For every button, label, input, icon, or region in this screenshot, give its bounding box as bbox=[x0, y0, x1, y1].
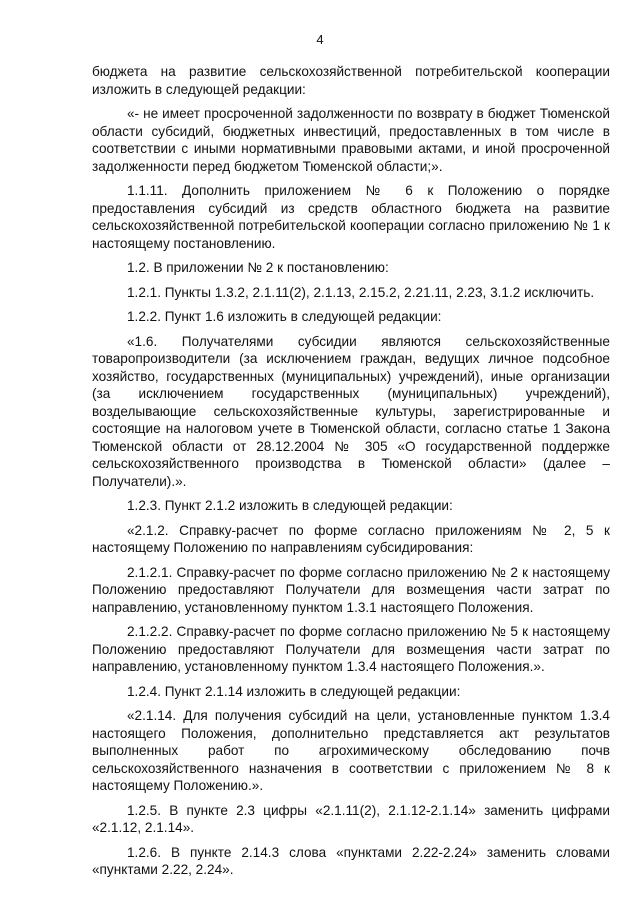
paragraph: 1.2.1. Пункты 1.3.2, 2.1.11(2), 2.1.13, 2.15.2, 2.21.11, 2.23, 3.1.2 исключить. bbox=[127, 284, 595, 300]
paragraph: 1.2.4. Пункт 2.1.14 изложить в следующей редакции: bbox=[127, 683, 461, 699]
paragraph: «2.1.14. Для получения субсидий на цели, установленные пунктом 1.3.4 настоящего Положения, дополнительно представляется акт результатов выполненных работ по агрохимическому обследованию почв сельскохозяйственного назначения в соответствии с приложением № 8 к настоящему Положению.». bbox=[92, 708, 610, 793]
paragraph: 1.2.6. В пункте 2.14.3 слова «пунктами 2.22-2.24» заменить словами «пунктами 2.22, 2.24». bbox=[92, 844, 610, 877]
paragraph: 2.1.2.1. Справку-расчет по форме согласно приложению № 2 к настоящему Положению предоставляют Получатели для возмещения части затрат по направлению, установленному пунктом 1.3.1 настоящего Положения. bbox=[92, 564, 610, 615]
paragraph: «- не имеет просроченной задолженности по возврату в бюджет Тюменской области субсидий, бюджетных инвестиций, предоставленных в том числе в соответствии с иными нормативными правовыми актами, и иной просроченной задолженности перед бюджетом Тюменской области;». bbox=[92, 106, 610, 174]
paragraph: «2.1.2. Справку-расчет по форме согласно приложениям № 2, 5 к настоящему Положению по направлениям субсидирования: bbox=[92, 522, 610, 555]
paragraph: бюджета на развитие сельскохозяйственной потребительской кооперации изложить в следующей редакции: bbox=[92, 64, 610, 97]
paragraph: 2.1.2.2. Справку-расчет по форме согласно приложению № 5 к настоящему Положению предоставляют Получатели для возмещения части затрат по направлению, установленному пунктом 1.3.4 настоящего Положения.». bbox=[92, 624, 610, 674]
paragraph: 1.2.2. Пункт 1.6 изложить в следующей редакции: bbox=[127, 309, 442, 324]
document-body bbox=[92, 63, 610, 886]
page-number: 4 bbox=[316, 32, 324, 47]
paragraph: 1.2.5. В пункте 2.3 цифры «2.1.11(2), 2.1.12-2.1.14» заменить цифрами «2.1.12, 2.1.14». bbox=[92, 802, 610, 835]
paragraph: 1.2.3. Пункт 2.1.2 изложить в следующей редакции: bbox=[127, 498, 453, 513]
paragraph: «1.6. Получателями субсидии являются сельскохозяйственные товаропроизводители (за исключением граждан, ведущих личное подсобное хозяйство, государственных (муниципальных) учреждений), иные организации (за исключением государственных (муниципальных) учреждений), возделывающие сельскохозяйственные культуры, зарегистрированные и состоящие на налоговом учете в Тюменской области, согласно статье 1 Закона Тюменской области от 28.12.2004 № 305 «О государственной поддержке сельскохозяйственного производства в Тюменской области» (далее – Получатели).». bbox=[92, 333, 610, 489]
paragraph: 1.1.11. Дополнить приложением № 6 к Положению о порядке предоставления субсидий из средств областного бюджета на развитие сельскохозяйственной потребительской кооперации согласно приложению № 1 к настоящему постановлению. bbox=[92, 183, 610, 251]
paragraph: 1.2. В приложении № 2 к постановлению: bbox=[127, 260, 389, 275]
